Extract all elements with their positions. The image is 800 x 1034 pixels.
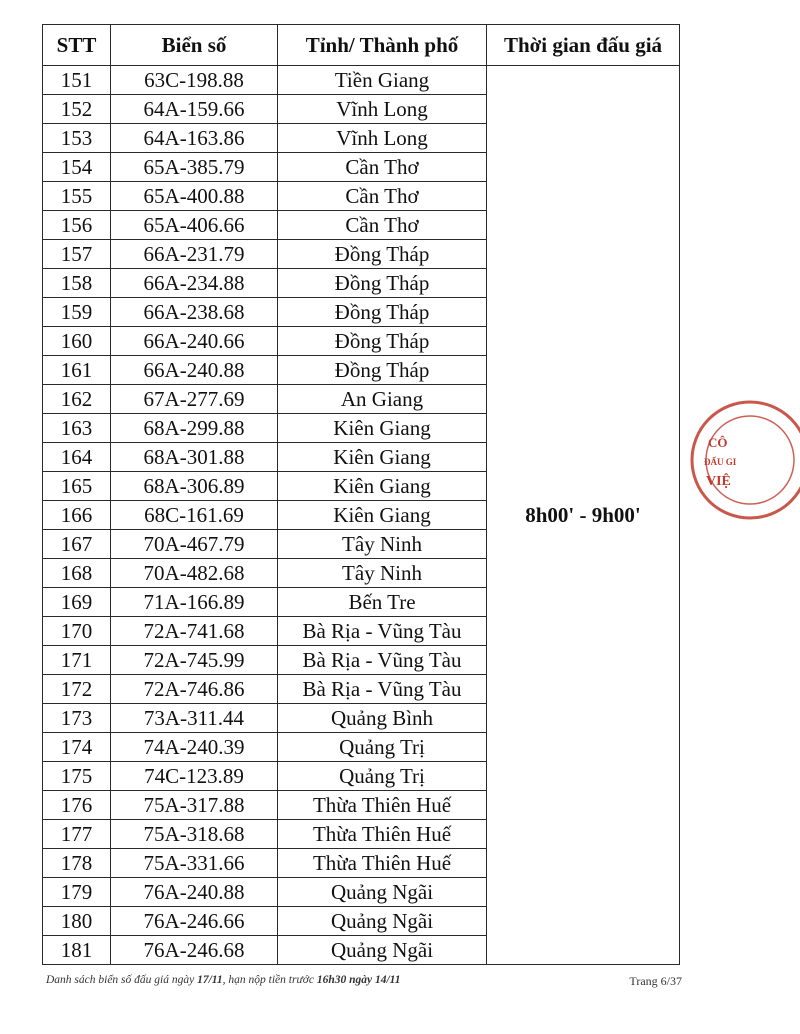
cell-stt: 152: [43, 95, 111, 124]
cell-stt: 158: [43, 269, 111, 298]
cell-province: Thừa Thiên Huế: [278, 849, 487, 878]
seal-text-2: ĐẤU GI: [704, 457, 737, 467]
cell-plate: 73A-311.44: [111, 704, 278, 733]
cell-province: Đồng Tháp: [278, 298, 487, 327]
cell-stt: 179: [43, 878, 111, 907]
cell-plate: 67A-277.69: [111, 385, 278, 414]
cell-stt: 168: [43, 559, 111, 588]
red-seal-stamp: [690, 385, 800, 535]
footer-note: [46, 974, 401, 986]
cell-plate: 65A-400.88: [111, 182, 278, 211]
cell-province: Kiên Giang: [278, 501, 487, 530]
cell-province: Tiền Giang: [278, 66, 487, 95]
cell-plate: 76A-246.66: [111, 907, 278, 936]
cell-stt: 169: [43, 588, 111, 617]
cell-plate: 66A-238.68: [111, 298, 278, 327]
table-body: [43, 66, 680, 965]
footer-deadline: 16h30 ngày 14/11: [316, 974, 401, 986]
footer-middle: , hạn nộp tiền trước: [222, 974, 314, 986]
cell-province: Quảng Bình: [278, 704, 487, 733]
cell-stt: 173: [43, 704, 111, 733]
cell-stt: 166: [43, 501, 111, 530]
cell-stt: 163: [43, 414, 111, 443]
cell-province: Quảng Trị: [278, 762, 487, 791]
cell-province: Vĩnh Long: [278, 95, 487, 124]
cell-plate: 66A-240.66: [111, 327, 278, 356]
cell-plate: 75A-318.68: [111, 820, 278, 849]
seal-text-1: CÔ: [708, 435, 728, 450]
cell-province: Tây Ninh: [278, 530, 487, 559]
cell-stt: 159: [43, 298, 111, 327]
header-plate: Biển số: [111, 25, 278, 66]
cell-plate: 68A-301.88: [111, 443, 278, 472]
cell-plate: 66A-240.88: [111, 356, 278, 385]
cell-province: Quảng Ngãi: [278, 878, 487, 907]
seal-text-3: VIỆ: [706, 474, 731, 489]
cell-stt: 156: [43, 211, 111, 240]
cell-province: Quảng Trị: [278, 733, 487, 762]
cell-plate: 74C-123.89: [111, 762, 278, 791]
cell-stt: 157: [43, 240, 111, 269]
cell-stt: 151: [43, 66, 111, 95]
cell-province: Kiên Giang: [278, 414, 487, 443]
cell-stt: 164: [43, 443, 111, 472]
cell-plate: 76A-246.68: [111, 936, 278, 965]
cell-plate: 74A-240.39: [111, 733, 278, 762]
cell-plate: 68C-161.69: [111, 501, 278, 530]
cell-province: Đồng Tháp: [278, 356, 487, 385]
cell-stt: 160: [43, 327, 111, 356]
cell-province: Vĩnh Long: [278, 124, 487, 153]
table-header-row: [43, 25, 680, 66]
cell-plate: 72A-746.86: [111, 675, 278, 704]
cell-plate: 64A-159.66: [111, 95, 278, 124]
cell-plate: 72A-741.68: [111, 617, 278, 646]
cell-province: Tây Ninh: [278, 559, 487, 588]
cell-stt: 154: [43, 153, 111, 182]
footer-auction-date: 17/11: [197, 974, 223, 986]
cell-province: Bà Rịa - Vũng Tàu: [278, 675, 487, 704]
cell-province: Đồng Tháp: [278, 269, 487, 298]
plate-auction-table: [42, 24, 680, 965]
cell-stt: 180: [43, 907, 111, 936]
cell-stt: 165: [43, 472, 111, 501]
cell-stt: 176: [43, 791, 111, 820]
cell-stt: 161: [43, 356, 111, 385]
cell-auction-time: 8h00' - 9h00': [487, 66, 680, 965]
page-number: Trang 6/37: [629, 974, 682, 988]
cell-province: Thừa Thiên Huế: [278, 820, 487, 849]
cell-stt: 181: [43, 936, 111, 965]
cell-plate: 66A-234.88: [111, 269, 278, 298]
cell-stt: 172: [43, 675, 111, 704]
cell-plate: 64A-163.86: [111, 124, 278, 153]
cell-plate: 66A-231.79: [111, 240, 278, 269]
cell-province: Bà Rịa - Vũng Tàu: [278, 646, 487, 675]
cell-stt: 171: [43, 646, 111, 675]
cell-plate: 68A-299.88: [111, 414, 278, 443]
cell-province: Kiên Giang: [278, 443, 487, 472]
cell-province: Bà Rịa - Vũng Tàu: [278, 617, 487, 646]
cell-province: Cần Thơ: [278, 211, 487, 240]
cell-plate: 75A-317.88: [111, 791, 278, 820]
cell-plate: 68A-306.89: [111, 472, 278, 501]
cell-stt: 167: [43, 530, 111, 559]
table-row: [43, 66, 680, 95]
cell-plate: 65A-385.79: [111, 153, 278, 182]
header-province: Tỉnh/ Thành phố: [278, 25, 487, 66]
cell-province: Đồng Tháp: [278, 327, 487, 356]
cell-province: Thừa Thiên Huế: [278, 791, 487, 820]
cell-stt: 177: [43, 820, 111, 849]
cell-stt: 170: [43, 617, 111, 646]
cell-province: Cần Thơ: [278, 153, 487, 182]
cell-plate: 65A-406.66: [111, 211, 278, 240]
cell-plate: 70A-482.68: [111, 559, 278, 588]
cell-province: Quảng Ngãi: [278, 936, 487, 965]
cell-stt: 155: [43, 182, 111, 211]
cell-stt: 175: [43, 762, 111, 791]
cell-stt: 162: [43, 385, 111, 414]
cell-stt: 178: [43, 849, 111, 878]
cell-province: Cần Thơ: [278, 182, 487, 211]
cell-plate: 75A-331.66: [111, 849, 278, 878]
cell-plate: 63C-198.88: [111, 66, 278, 95]
cell-province: An Giang: [278, 385, 487, 414]
cell-province: Quảng Ngãi: [278, 907, 487, 936]
cell-plate: 70A-467.79: [111, 530, 278, 559]
cell-province: Kiên Giang: [278, 472, 487, 501]
footer-prefix: Danh sách biển số đấu giá ngày: [46, 974, 195, 986]
cell-plate: 76A-240.88: [111, 878, 278, 907]
header-time: Thời gian đấu giá: [487, 25, 680, 66]
cell-province: Đồng Tháp: [278, 240, 487, 269]
cell-province: Bến Tre: [278, 588, 487, 617]
cell-plate: 72A-745.99: [111, 646, 278, 675]
cell-stt: 174: [43, 733, 111, 762]
cell-plate: 71A-166.89: [111, 588, 278, 617]
cell-stt: 153: [43, 124, 111, 153]
header-stt: STT: [43, 25, 111, 66]
